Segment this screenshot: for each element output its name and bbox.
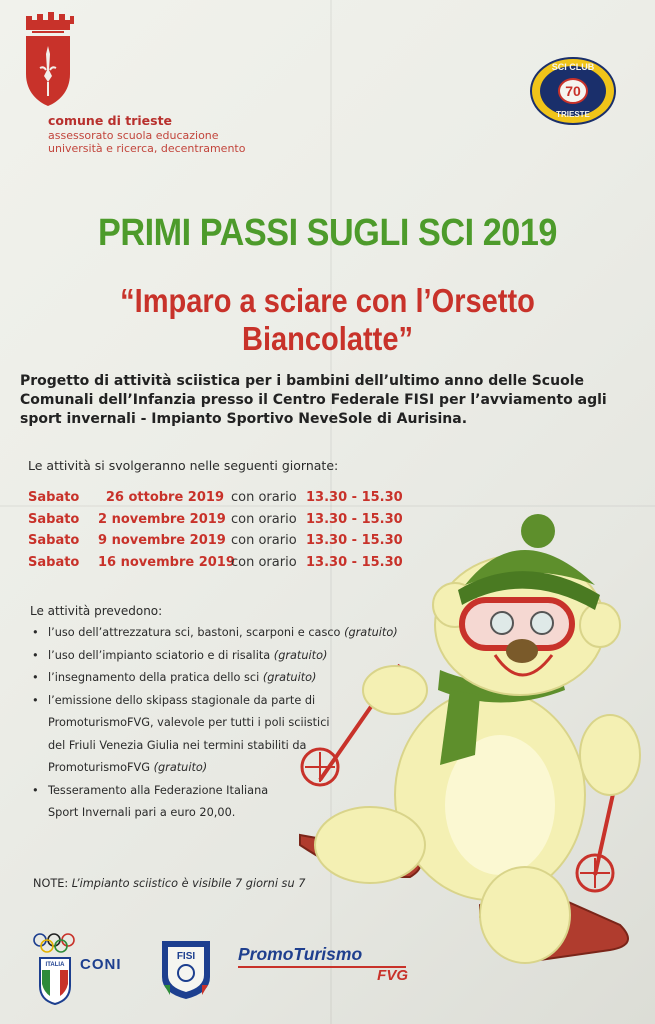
- coni-label: CONI: [80, 956, 122, 973]
- dates-intro: Le attività si svolgeranno nelle seguenti giornate:: [28, 458, 339, 473]
- activity-note: (gratuito): [273, 648, 328, 662]
- schedule-label: con orario: [231, 490, 297, 505]
- trieste-crest-logo: [22, 10, 74, 108]
- poster-subtitle: “Imparo a sciare con l’Orsetto Biancolatte”: [120, 282, 535, 357]
- schedule-time: 13.30 - 15.30: [306, 511, 403, 527]
- city-header: [48, 113, 245, 156]
- note-text: L’impianto sciistico è visibile 7 giorni su 7: [71, 877, 306, 890]
- activity-note: (gratuito): [262, 671, 317, 684]
- note: [33, 877, 305, 890]
- activity-text: l’emissione dello skipass stagionale da parte di PromoturismoFVG, valevole per tutti i poli sciistici del Friuli Venezia Giulia nei termini stabiliti da PromoturismoFVG: [48, 693, 330, 774]
- activity-text: l’uso dell’impianto sciatorio e di risalita: [48, 648, 271, 662]
- fisi-text: FISI: [176, 951, 196, 962]
- club-bottom-text: TRIESTE: [556, 110, 590, 119]
- activities-title: Le attività prevedono:: [30, 604, 163, 618]
- schedule-date: 9 novembre 2019: [98, 533, 226, 548]
- activity-text: Tesseramento alla Federazione Italiana Sport Invernali pari a euro 20,00.: [48, 783, 269, 819]
- schedule-date: 2 novembre 2019: [98, 511, 226, 527]
- promoturismo-region: FVG: [377, 967, 408, 984]
- schedule-day: Sabato: [28, 533, 80, 548]
- poster-title: PRIMI PASSI SUGLI SCI 2019: [97, 212, 558, 254]
- city-department-line2: università e ricerca, decentramento: [48, 142, 246, 156]
- olympic-rings-icon: [32, 933, 76, 953]
- schedule-day: Sabato: [28, 511, 80, 527]
- activity-note: (gratuito): [344, 626, 398, 639]
- fisi-logo: [158, 937, 214, 1001]
- schedule-time: 13.30 - 15.30: [306, 490, 403, 505]
- skiing-bear-illustration: [290, 505, 655, 985]
- schedule-label: con orario: [231, 554, 297, 570]
- activity-item: [30, 780, 298, 825]
- activity-note: (gratuito): [153, 761, 208, 774]
- city-department-line1: assessorato scuola educazione: [48, 128, 219, 142]
- promoturismo-logo: [238, 944, 418, 984]
- club-top-text: SCI CLUB: [551, 62, 595, 72]
- promoturismo-name: PromoTurismo: [238, 944, 363, 964]
- coni-shield-text: ITALIA: [45, 962, 65, 968]
- schedule-date: 16 novembre 2019: [98, 554, 235, 570]
- schedule-label: con orario: [231, 511, 297, 527]
- sci-club-trieste-logo: [528, 56, 618, 126]
- schedule-date: 26 ottobre 2019: [105, 490, 224, 505]
- schedule-label: con orario: [231, 533, 297, 548]
- coni-shield-logo: [38, 956, 72, 1006]
- note-label: NOTE:: [33, 877, 69, 890]
- schedule-time: 13.30 - 15.30: [306, 554, 403, 570]
- club-number-text: 70: [565, 83, 581, 99]
- schedule-day: Sabato: [28, 554, 80, 570]
- activity-text: l’uso dell’attrezzatura sci, bastoni, scarponi e casco: [48, 626, 341, 639]
- city-name: comune di trieste: [48, 113, 173, 128]
- schedule-time: 13.30 - 15.30: [306, 533, 403, 548]
- project-description: Progetto di attività sciistica per i bambini dell’ultimo anno delle Scuole Comunali dell’Infanzia presso il Centro Federale FISI per l’avviamento agli sport invernali - Impianto Sportivo NeveSole di Aurisina.: [20, 373, 607, 427]
- schedule-day: Sabato: [28, 490, 80, 505]
- activity-text: l’insegnamento della pratica dello sci: [48, 671, 260, 684]
